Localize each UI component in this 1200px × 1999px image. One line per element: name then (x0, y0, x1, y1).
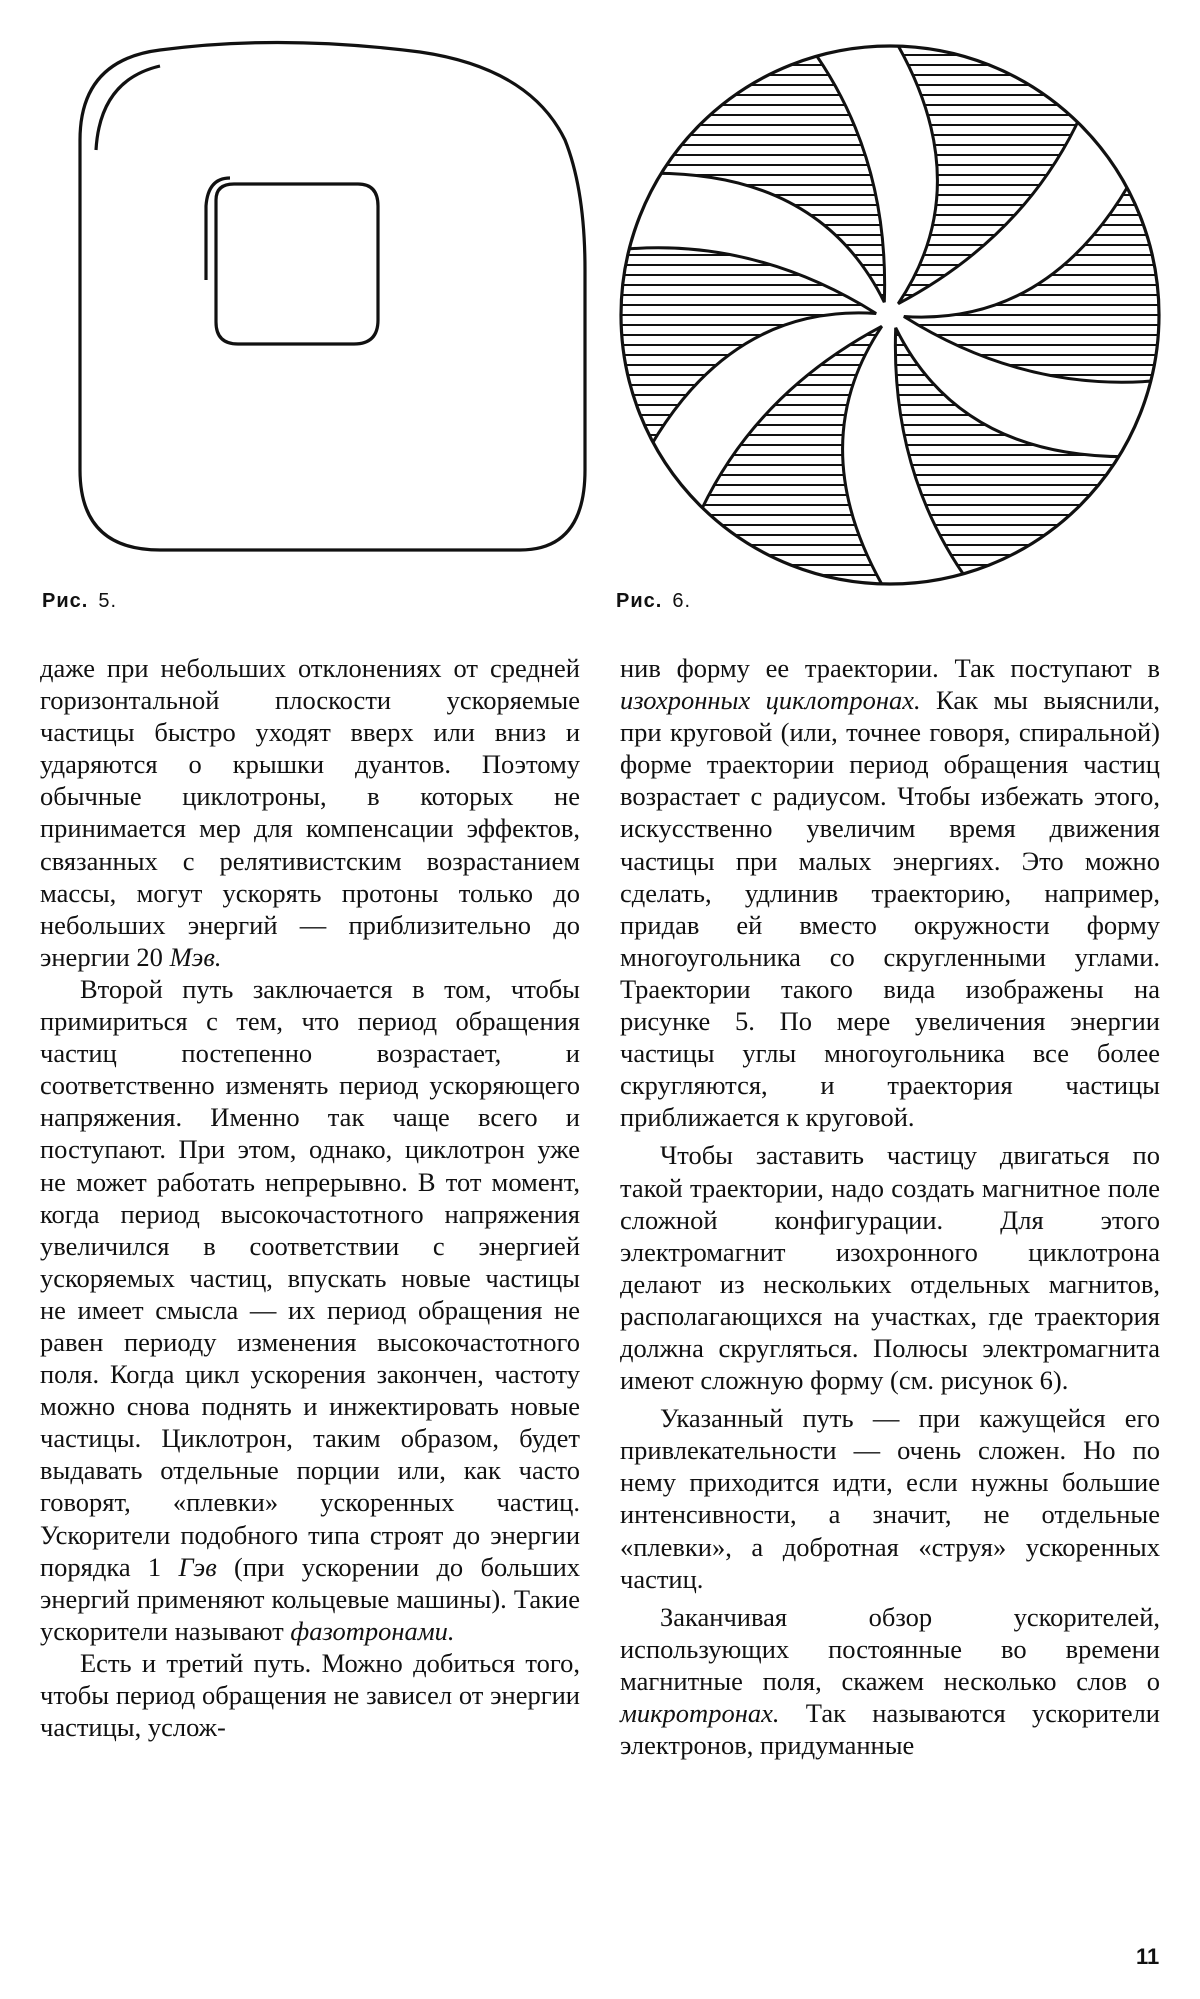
page-number: 11 (1136, 1944, 1160, 1969)
outer-trajectory-tail (96, 66, 160, 150)
paragraph-text: Как мы выяснили, при круговой (или, точнее говоря, спиральной) форме траектории период обращения частиц возрастает с радиусом. Чтобы избежать этого, искусственно увеличим время движения частицы при малых энергиях. Это можно сделать, удлинив траекторию, например, придав ей вместо окружности форму многоугольника со скругленными углами. Траектории такого вида изображены на рисунке 5. По мере увеличения энергии частицы углы многоугольника все более скругляются, и траектория частицы приближается к круговой. (620, 685, 1161, 1133)
term-text: фазотронами. (290, 1615, 455, 1646)
paragraph-text: Так называются ускорители электронов, придуманные (620, 1698, 1160, 1761)
figure-5-caption (42, 590, 117, 613)
figure-5-trajectory (40, 30, 600, 590)
figure-5-caption-number: 5. (98, 590, 118, 612)
figure-5-caption-prefix: Рис. (42, 590, 89, 612)
magnet-pole-sector (880, 30, 1091, 304)
paragraph (620, 1139, 1160, 1396)
paragraph-text: даже при небольших отклонениях от средней горизонтальной плоскости ускоряемые частицы быстро уходят вверх или вниз и ударяются о крышки дуантов. Поэтому обычные циклотроны, в которых не принимается мер для компенсации эффектов, связанных с релятивистским возрастанием массы, могут ускорять протоны только до небольших энергий — приблизительно до энергии 20 (40, 653, 580, 972)
text-column-right (620, 652, 1160, 1761)
paragraph (620, 1402, 1160, 1595)
paragraph-text: Чтобы заставить частицу двигаться по такой траектории, надо создать магнитное поле сложной конфигурации. Для этого электромагнит изохронного циклотрона делают из нескольких отдельных магнитов, располагающихся на участках, где траектория должна скругляться. Полюсы электромагнита имеют сложную форму (см. рисунок 6). (620, 1140, 1160, 1396)
unit-text: Гэв (178, 1551, 217, 1582)
paragraph-text: (при ускорении до больших энергий применяют кольцевые машины). Такие ускорители называют (40, 1551, 581, 1646)
magnet-pole-sector (689, 326, 900, 600)
paragraph (40, 1647, 580, 1743)
figure-6-caption-number: 6. (672, 590, 692, 612)
unit-text: Мэв. (169, 941, 222, 972)
paragraph-text: нив форму ее траектории. Так поступают в (620, 653, 1160, 683)
inner-trajectory (216, 184, 378, 344)
figure-6-caption-prefix: Рис. (616, 590, 663, 612)
paragraph (620, 1601, 1160, 1761)
figure-6-magnet-poles (605, 30, 1175, 600)
paragraph-text: Заканчивая обзор ускорителей, использующих постоянные во времени магнитные поля, скажем несколько слов о (620, 1601, 1160, 1696)
paragraph-text: Указанный путь — при кажущейся его привлекательности — очень сложен. Но по нему приходится идти, если нужны большие интенсивности, а значит, не отдельные «плевки», а добротная «струя» ускоренных частиц. (620, 1403, 1160, 1594)
text-column-left (40, 652, 580, 1743)
paragraph-text: Есть и третий путь. Можно добиться того, чтобы период обращения не зависел от энергии частицы, услож- (40, 1647, 580, 1743)
paragraph (620, 652, 1160, 1133)
paragraph-text: Второй путь заключается в том, чтобы примириться с тем, что период обращения частиц постепенно возрастает, и соответственно изменять период ускоряющего напряжения. Именно так чаще всего и поступают. При этом, однако, циклотрон уже не может работать непрерывно. В тот момент, когда период высокочастотного напряжения увеличился в соответствии с энергией ускоряемых частиц, впускать новые частицы не имеет смысла — их период обращения не равен периоду изменения высокочастотного поля. Когда цикл ускорения закончен, частоту можно снова поднять и инжектировать новые частицы. Циклотрон, таким образом, будет выдавать отдельные порции или, как часто говорят, «плевки» ускоренных частиц. Ускорители подобного типа строят до энергии порядка 1 (40, 973, 580, 1582)
figure-6-caption (616, 590, 691, 613)
paragraph (40, 652, 580, 973)
term-text: микротронах. (620, 1698, 780, 1728)
paragraph (40, 973, 580, 1647)
term-text: изохронных циклотронах. (620, 685, 921, 716)
outer-trajectory (80, 42, 585, 550)
